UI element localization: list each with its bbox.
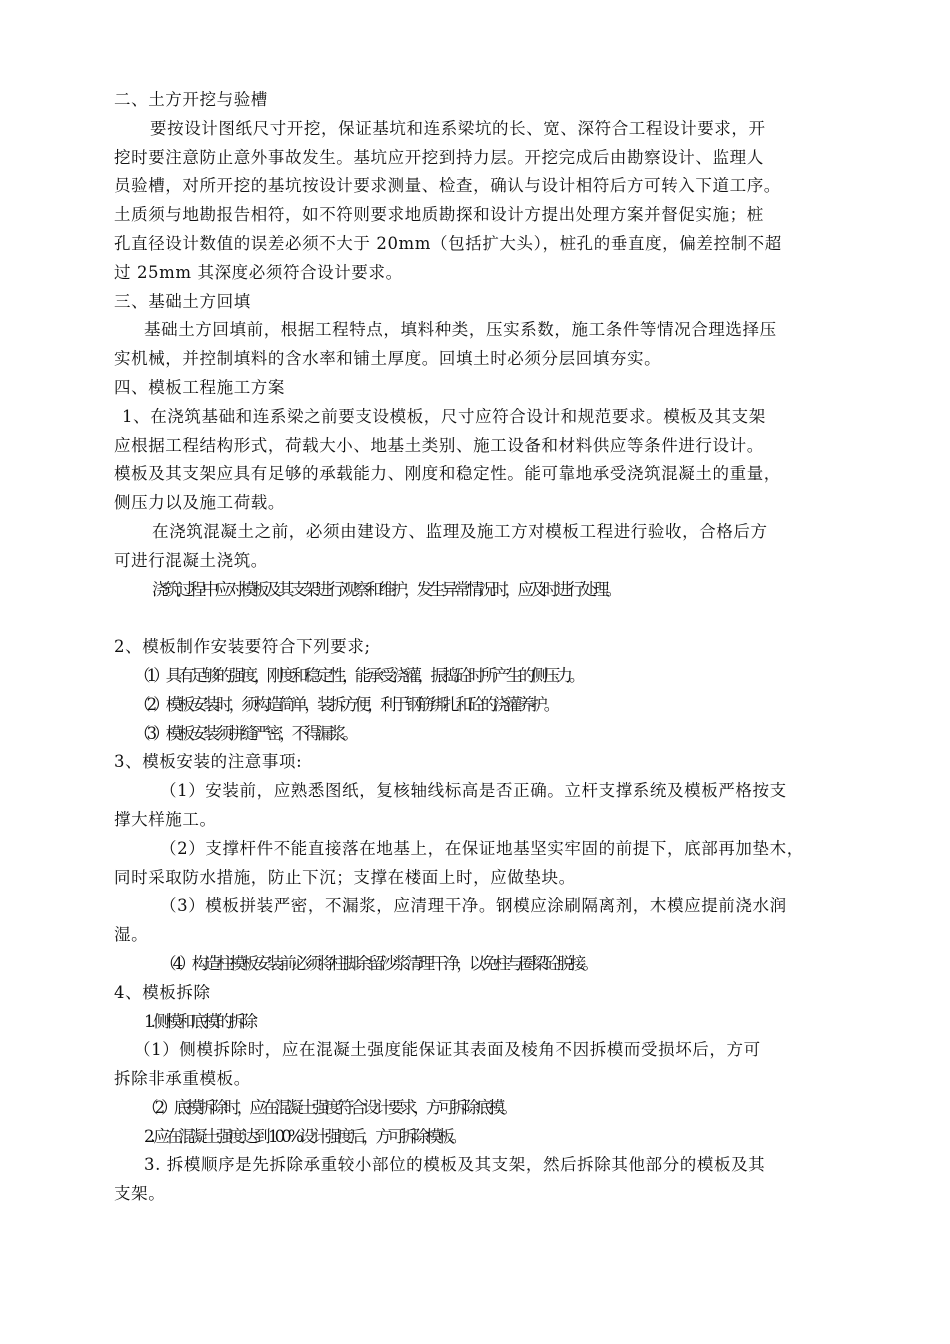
list-item: （2）模板安装时，须构造简单，装拆方便，利于钢筋绑扎和砼的浇灌养护。 — [134, 694, 557, 714]
document-page — [114, 86, 864, 1209]
section-heading: 二、土方开挖与验槽 — [114, 90, 268, 109]
paragraph-line: 1、在浇筑基础和连系梁之前要支设模板，尺寸应符合设计和规范要求。模板及其支架 — [122, 406, 766, 426]
list-item: 2. 应在混凝土强度达到 100%设计强度后，方可拆除模板。 — [144, 1126, 464, 1146]
subsection-heading: 2、模板制作安装要符合下列要求; — [114, 637, 371, 657]
paragraph-line: 挖时要注意防止意外事故发生。基坑应开挖到持力层。开挖完成后由勘察设计、监理人 — [114, 147, 764, 167]
list-item: （3）模板安装须拼缝严密，不得漏浆。 — [134, 723, 355, 743]
list-item-cont: 撑大样施工。 — [114, 809, 217, 829]
blank-line — [114, 604, 864, 633]
section-heading: 三、基础土方回填 — [114, 291, 251, 311]
section-heading: 四、模板工程施工方案 — [114, 377, 285, 397]
list-item-cont: 支架。 — [114, 1184, 166, 1204]
list-item: 1. 侧模和底模的拆除 — [144, 1011, 255, 1031]
list-item-cont: 湿。 — [114, 925, 149, 945]
subsection-heading: 3、模板安装的注意事项: — [114, 752, 303, 772]
subsection-heading: 4、模板拆除 — [114, 982, 211, 1002]
paragraph-line: 侧压力以及施工荷载。 — [114, 493, 285, 513]
paragraph-line: 过 25mm 其深度必须符合设计要求。 — [114, 262, 403, 282]
paragraph-line: 孔直径设计数值的误差必须不大于 20mm（包括扩大头），桩孔的垂直度，偏差控制不超 — [114, 233, 782, 253]
list-item: （4）构造柱模板安装前必须将柱脚余留沙浆清理干净，以免柱与圈梁砼脱接。 — [160, 953, 595, 973]
list-item: （3）模板拼装严密，不漏浆，应清理干净。钢模应涂刷隔离剂，木模应提前浇水润 — [160, 896, 787, 916]
list-item-cont: 拆除非承重模板。 — [114, 1069, 251, 1089]
list-item-cont: 同时采取防水措施，防止下沉；支撑在楼面上时，应做垫块。 — [114, 867, 576, 887]
paragraph-line: 实机械，并控制填料的含水率和铺土厚度。回填土时必须分层回填夯实。 — [114, 349, 662, 369]
list-item: 3. 拆模顺序是先拆除承重较小部位的模板及其支架，然后拆除其他部分的模板及其 — [144, 1155, 766, 1175]
paragraph-line: 浇筑过程中应对模板及其支架进行观察和维护，发生异常情况时，应及时进行处理。 — [152, 579, 619, 599]
paragraph-line: 模板及其支架应具有足够的承载能力、刚度和稳定性。能可靠地承受浇筑混凝土的重量， — [114, 464, 781, 484]
paragraph-line: 可进行混凝土浇筑。 — [114, 550, 268, 570]
paragraph-line: 在浇筑混凝土之前，必须由建设方、监理及施工方对模板工程进行验收，合格后方 — [152, 521, 768, 541]
paragraph-line: 应根据工程结构形式，荷载大小、地基土类别、施工设备和材料供应等条件进行设计。 — [114, 435, 764, 455]
paragraph-line: 土质须与地勘报告相符，如不符则要求地质勘探和设计方提出处理方案并督促实施；桩 — [114, 205, 764, 225]
list-item: （2）底模拆除时，应在混凝土强度符合设计要求，方可拆除底模。 — [142, 1097, 514, 1117]
list-item: （1）侧模拆除时，应在混凝土强度能保证其表面及棱角不因拆模而受损坏后，方可 — [134, 1040, 761, 1060]
list-item: （1）具有足够的强度，刚度和稳定性，能承受浇灌，振捣砼时所产生的侧压力。 — [134, 665, 582, 685]
paragraph-line: 基础土方回填前，根据工程特点，填料种类，压实系数，施工条件等情况合理选择压 — [144, 320, 777, 340]
list-item: （1）安装前，应熟悉图纸，复核轴线标高是否正确。立杆支撑系统及模板严格按支 — [160, 781, 787, 801]
paragraph-line: 要按设计图纸尺寸开挖，保证基坑和连系梁坑的长、宽、深符合工程设计要求，开 — [150, 118, 766, 138]
paragraph-line: 员验槽，对所开挖的基坑按设计要求测量、检查，确认与设计相符后方可转入下道工序。 — [114, 176, 781, 196]
list-item: （2）支撑杆件不能直接落在地基上，在保证地基坚实牢固的前提下，底部再加垫木， — [160, 838, 804, 858]
